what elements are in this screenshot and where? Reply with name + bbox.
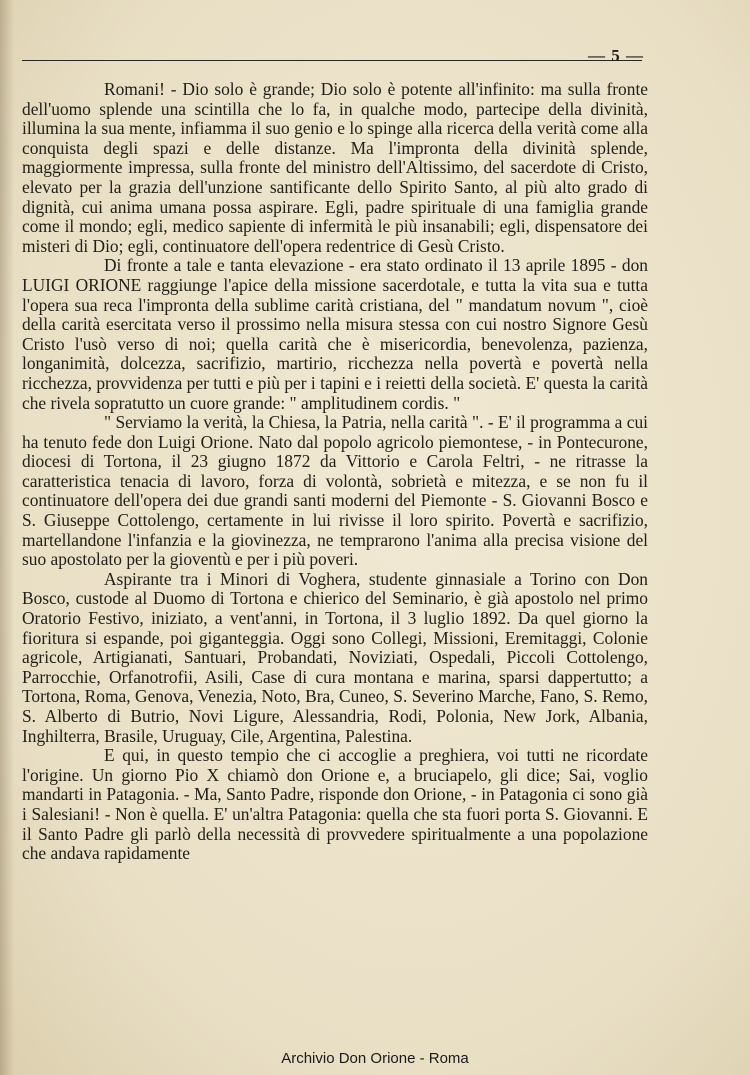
paragraph-5: E qui, in questo tempio che ci accoglie a preghiera, voi tutti ne ricordate l'origine. Un giorno Pio X chiamò don Orione e, a bruciapelo, gli dice; Sai, voglio mandarti in Patagonia. - Ma, Santo Padre, risponde don Orione, - in Patagonia ci sono già i Salesiani! - Non è quella. E' un'altra Patagonia: quella che sta fuori porta S. Giovanni. E il Santo Padre gli parlò della necessità di provvedere spiritualmente a una popolazione che andava rapidamente — [22, 745, 648, 864]
paragraph-4: Aspirante tra i Minori di Voghera, studente ginnasiale a Torino con Don Bosco, custode al Duomo di Tortona e chierico del Seminario, è già apostolo nel primo Oratorio Festivo, iniziato, a vent'anni, in Tortona, il 3 luglio 1892. Da quel giorno la fioritura si espande, poi giganteggia. Oggi sono Collegi, Missioni, Eremitaggi, Colonie agricole, Artigianati, Santuari, Probandati, Noviziati, Ospedali, Piccoli Cottolengo, Parrocchie, Orfanotrofii, Asili, Case di cura montana e marina, sparsi dappertutto; a Tortona, Roma, Genova, Venezia, Noto, Bra, Cuneo, S. Severino Marche, Fano, S. Remo, S. Alberto di Butrio, Novi Ligure, Alessandria, Rodi, Polonia, New Jork, Albania, Inghilterra, Brasile, Uruguay, Cile, Argentina, Palestina. — [22, 568, 648, 746]
header-rule — [22, 60, 642, 61]
paragraph-3: " Serviamo la verità, la Chiesa, la Patria, nella carità ". - E' il programma a cui ha tenuto fede don Luigi Orione. Nato dal popolo agricolo piemontese, - in Pontecurone, diocesi di Tortona, il 23 giugno 1872 da Vittorio e Carola Feltri, - ne ritrasse la caratteristica tenacia di lavoro, forza di volontà, sobrietà e mitezza, e se non fu il continuatore dell'opera dei due grandi santi moderni del Piemonte - S. Giovanni Bosco e S. Giuseppe Cottolengo, certamente in lui rivisse il loro spirito. Povertà e sacrifizio, martellandone l'infanzia e la giovinezza, ne temprarono l'anima alla precisa visione del suo apostolato per la gioventù e per i più poveri. — [22, 412, 648, 570]
archive-footer: Archivio Don Orione - Roma — [281, 1050, 469, 1067]
paragraph-1: Romani! - Dio solo è grande; Dio solo è potente all'infinito: ma sulla fronte dell'uomo splende una scintilla che lo fa, in qualche modo, partecipe della divinità, illumina la sua mente, infiamma il suo genio e lo spinge alla ricerca della verità come alla conquista degli spazi e delle distanze. Ma l'impronta della divinità splende, maggiormente impressa, sulla fronte del ministro dell'Altissimo, del sacerdote di Cristo, elevato per la grazia dell'unzione santificante dello Spirito Santo, al più alto grado di dignità, cui anima umana possa aspirare. Egli, padre spirituale di una famiglia grande come il mondo; egli, medico sapiente di infermità le più insanabili; egli, dispensatore dei misteri di Dio; egli, continuatore dell'opera redentrice di Gesù Cristo. — [22, 79, 648, 256]
binding-shadow — [0, 0, 14, 1075]
paragraph-2: Di fronte a tale e tanta elevazione - era stato ordinato il 13 aprile 1895 - don LUIGI ORIONE raggiunge l'apice della missione sacerdotale, e tutta la vita sua e tutta l'opera sua reca l'impronta della sublime carità cristiana, del " mandatum novum ", cioè della carità esercitata verso il prossimo nella misura stessa con cui nostro Signore Gesù Cristo l'usò verso di noi; quella carità che è misericordia, benevolenza, pazienza, longanimità, dolcezza, sacrifizio, martirio, ricchezza nella povertà e povertà nella ricchezza, provvidenza per tutti e più per i tapini e i reietti della società. E' questa la carità che rivela sopratutto un cuore grande: " amplitudinem cordis. " — [22, 255, 648, 413]
body-text — [22, 80, 648, 864]
page-number: — 5 — — [588, 46, 644, 65]
